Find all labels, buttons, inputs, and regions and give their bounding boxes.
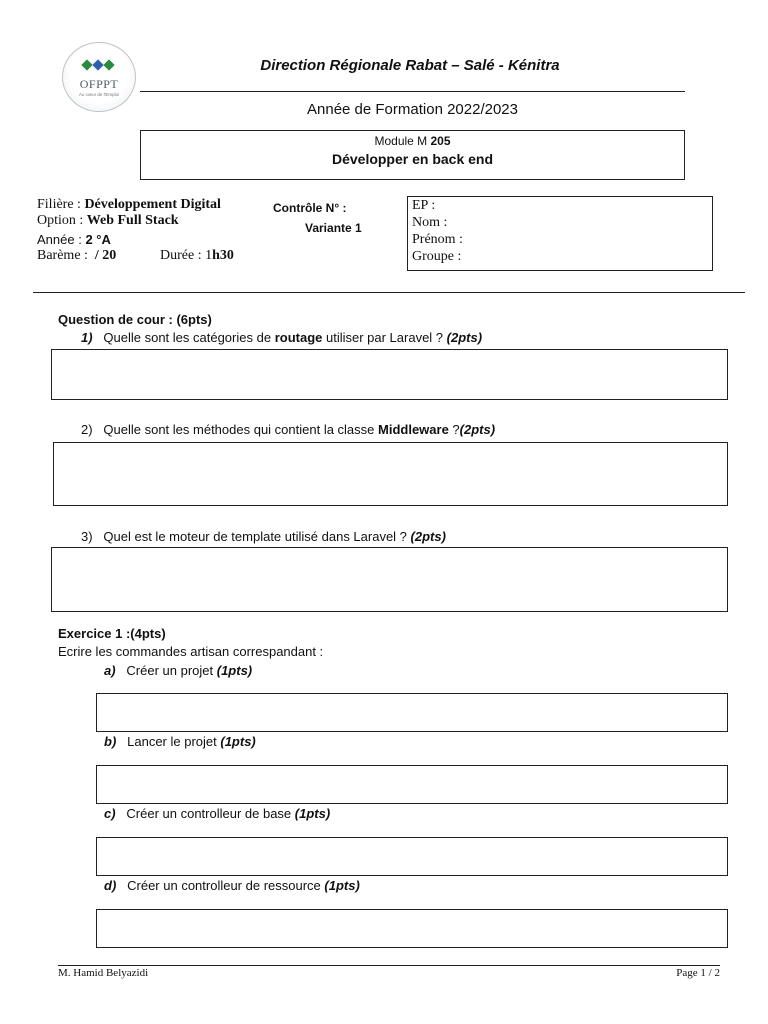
bareme-line: Barème : / 20 (37, 248, 117, 263)
exercice-item-b: b) Lancer le projet (1pts) (104, 734, 256, 749)
answer-box-2[interactable] (53, 442, 728, 506)
answer-box-d[interactable] (96, 909, 728, 948)
answer-box-1[interactable] (51, 349, 728, 400)
footer-divider (58, 965, 720, 966)
question-cours-title: Question de cour : (6pts) (58, 312, 212, 327)
controle-label: Contrôle N° : (273, 201, 347, 215)
direction-title: Direction Régionale Rabat – Salé - Kénitra (260, 57, 560, 74)
student-info-box (407, 196, 713, 271)
answer-box-3[interactable] (51, 547, 728, 612)
exercice-title: Exercice 1 :(4pts) (58, 626, 166, 641)
duree-line: Durée : 1h30 (160, 248, 234, 263)
answer-box-a[interactable] (96, 693, 728, 732)
question-1: 1) Quelle sont les catégories de routage utiliser par Laravel ? (2pts) (81, 330, 483, 345)
section-divider (33, 292, 745, 293)
footer-author: M. Hamid Belyazidi (58, 967, 149, 979)
exercice-intro: Ecrire les commandes artisan correspandant : (58, 644, 324, 659)
filiere-line: Filière : Développement Digital (37, 197, 221, 212)
exercice-item-c: c) Créer un controlleur de base (1pts) (104, 806, 331, 821)
nom-label: Nom : (412, 215, 448, 230)
answer-box-b[interactable] (96, 765, 728, 804)
annee-line: Année : 2 °A (37, 232, 111, 247)
module-box (140, 130, 685, 180)
exercice-item-a: a) Créer un projet (1pts) (104, 663, 253, 678)
question-3: 3) Quel est le moteur de template utilisé dans Laravel ? (2pts) (81, 529, 446, 544)
logo-text: OFPPT (79, 77, 119, 91)
answer-box-c[interactable] (96, 837, 728, 876)
variante-label: Variante 1 (305, 221, 362, 235)
prenom-label: Prénom : (412, 232, 463, 247)
logo-subtext: Au cœur de l'Emploi (78, 92, 120, 97)
groupe-label: Groupe : (412, 249, 462, 264)
ofppt-emblem-icon (79, 57, 119, 75)
module-label: Module M 205 (374, 134, 451, 148)
annee-formation: Année de Formation 2022/2023 (307, 101, 518, 118)
exercice-item-d: d) Créer un controlleur de ressource (1pts) (104, 878, 360, 893)
option-line: Option : Web Full Stack (37, 213, 179, 228)
ofppt-logo (62, 42, 136, 112)
ep-label: EP : (412, 198, 436, 213)
header-divider (140, 91, 685, 92)
footer-page: Page 1 / 2 (676, 967, 720, 979)
module-title: Développer en back end (331, 151, 494, 167)
question-2: 2) Quelle sont les méthodes qui contient la classe Middleware ?(2pts) (81, 422, 496, 437)
